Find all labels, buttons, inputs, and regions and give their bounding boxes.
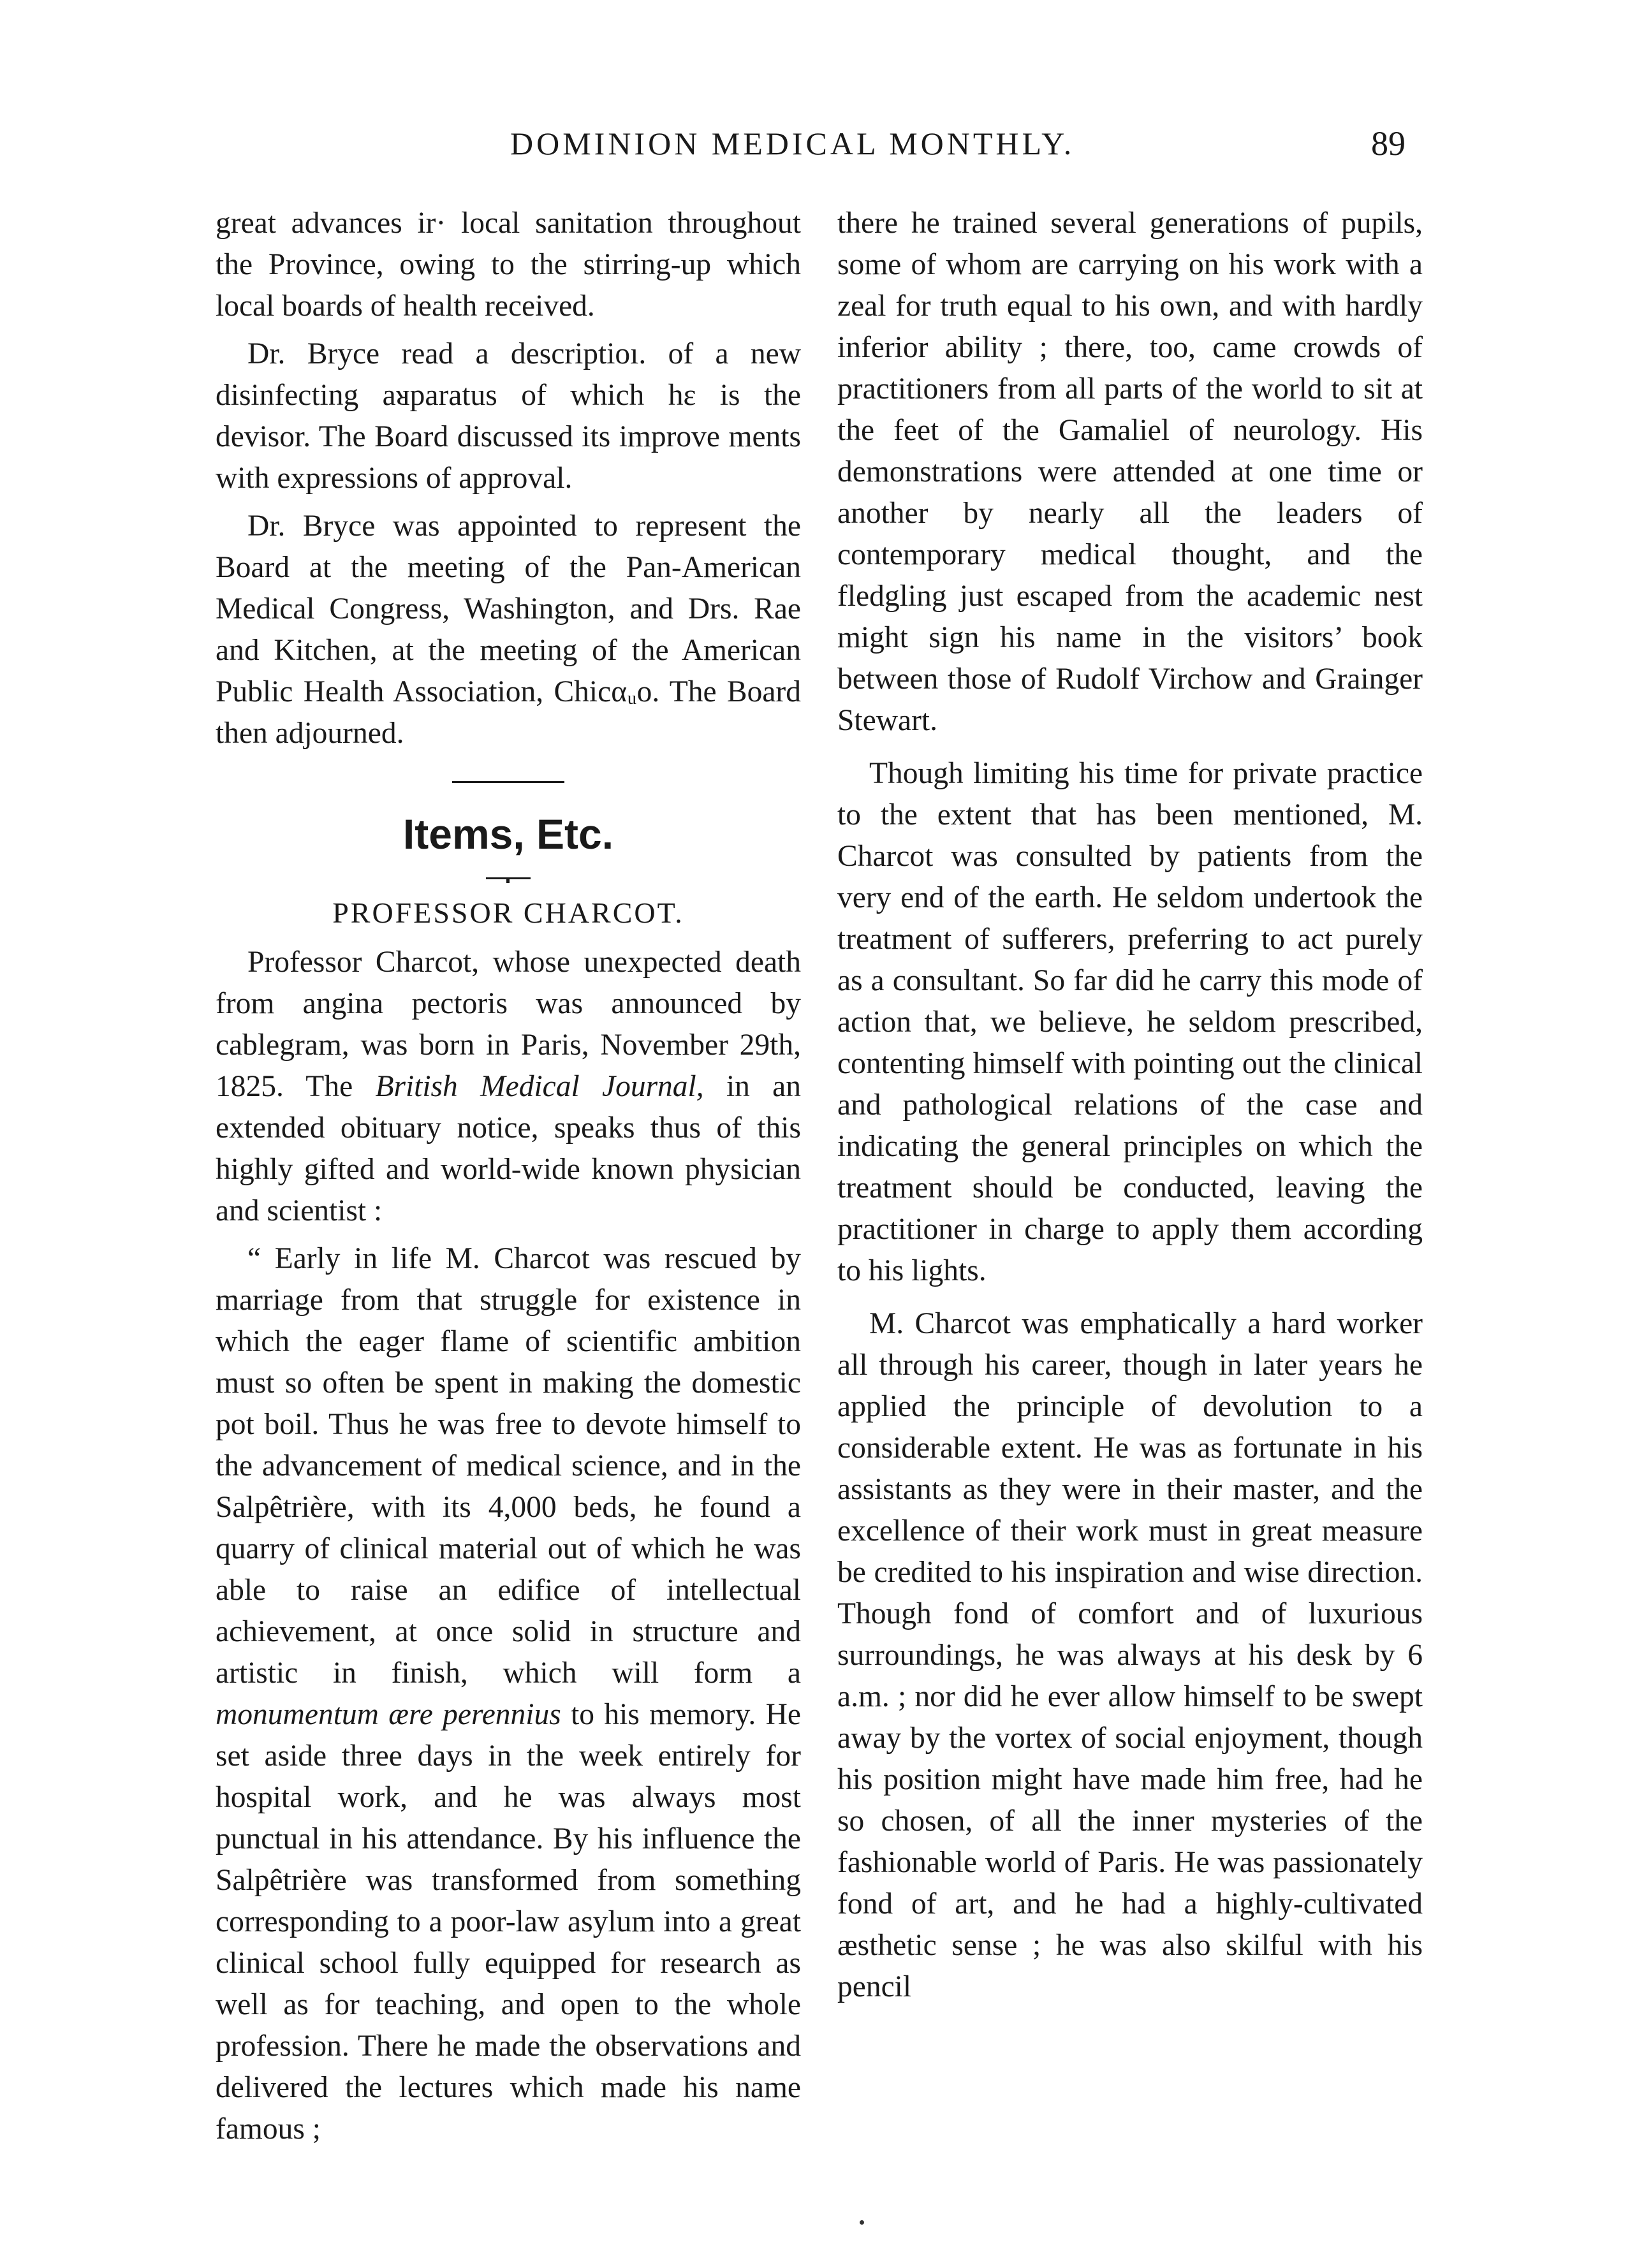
printer-mark <box>860 2220 864 2225</box>
section-heading: Items, Etc. <box>402 810 614 858</box>
heading-ornament <box>486 877 531 879</box>
right-column <box>837 203 1423 2008</box>
paragraph-sanitation: great advances ir· local sanitation throughout the Province, owing to the stirring-up which local boards of health received. <box>216 207 801 323</box>
paragraph-pupils: there he trained several generations of pupils, some of whom are carrying on his work with a zeal for truth equal to his own, and with hardly inferior ability ; there, too, came crowds of practitioners from all parts of the world to sit at the feet of the Gamaliel of neurology. His demonstrations were attended at one time or another by nearly all the leaders of contemporary medical thought, and the fledgling just escaped from the academic nest might sign his name in the visitors’ book between those of Rudolf Virchow and Grainger Stewart. <box>837 207 1423 737</box>
paragraph-disinfecting-apparatus: Dr. Bryce read a descriptioı. of a new disinfecting aᴚparatus of which hε is the devisor. The Board discussed its improve mentѕ with expressions of approval. <box>216 337 801 495</box>
intro-text-before: Professor Charcot, whose unexpected death from angina pectoris was announced by cablegram, was born in Paris, November 29th, 1825. The <box>216 946 801 1103</box>
running-header <box>0 118 1630 169</box>
article-title: PROFESSOR CHARCOT. <box>332 896 684 929</box>
left-column <box>216 203 801 2150</box>
latin-phrase-italic: monumentum ære perennius <box>216 1698 561 1731</box>
paragraph-congress-delegates: Dr. Bryce was appointed to represent the Board at the meeting of the Pan-American Medical Congress, Washington, and Drs. Rae and Kitchen, at the meeting of the American Public Health Association, Chicαᵤo. The Board then adjourned. <box>216 509 801 750</box>
journal-title: DOMINION MEDICAL MONTHLY. <box>510 126 1075 161</box>
page-number: 89 <box>1371 124 1406 163</box>
intro-text-after: in an extended obituary notice, speaks thus of this highly gifted and world-wide known physician and scientist : <box>216 1070 802 1227</box>
quote-text-before: “ Early in life M. Charcot was rescued by marriage from that struggle for existence in which the eager flame of scientific ambition must so often be spent in making the domestic pot boil. Thus he was free to devote himself to the advancement of medical science, and in the Salpêtrière, with its 4,000 beds, he found a quarry of clinical material out of which he was able to raise an edifice of intellectual achievement, at once solid in structure and artistic in finish, which will form a <box>216 1242 801 1690</box>
section-divider <box>452 781 564 783</box>
paragraph-hard-worker: M. Charcot was emphatically a hard worker all through his career, though in later years he applied the principle of devolution to a considerable extent. He was as fortunate in his assistants as they were in their master, and the excellence of their work must in great measure be credited to his inspiration and wise direction. Though fond of comfort and of luxurious surroundings, he was always at his desk by 6 a.m. ; nor did he ever allow himself to be swept away by the vortex of social enjoyment, though his position might have made him free, had he so chosen, of all the inner mysteries of the fashionable world of Paris. He was passionately fond of art, and he had a highly-cultivated æsthetic sense ; he was also skilful with his pencil <box>837 1307 1423 2003</box>
paragraph-charcot-quote <box>216 1238 801 2150</box>
journal-name-italic: British Medical Journal, <box>375 1070 704 1103</box>
paragraph-charcot-intro <box>216 942 801 1232</box>
quote-text-after: to his memory. He set aside three days in the week entirely for hospital work, and he was always most punctual in his attendance. By his influence the Salpêtrière was transformed from something corresponding to a poor-law asylum into a great clinical school fully equipped for research as well as for teaching, and open to the whole profession. There he made the observations and delivered the lectures which made his name famous ; <box>216 1698 801 2146</box>
paragraph-private-practice: Though limiting his time for private practice to the extent that has been mentioned, M. Charcot was consulted by patients from the very end of the earth. He seldom undertook the treatment of sufferers, preferring to act purely as a consultant. So far did he carry this mode of action that, we believe, he seldom prescribed, contenting himself with pointing out the clinical and pathological relations of the case and indicating the general principles on which the treatment should be conducted, leaving the practitioner in charge to apply them according to his lights. <box>837 757 1423 1287</box>
